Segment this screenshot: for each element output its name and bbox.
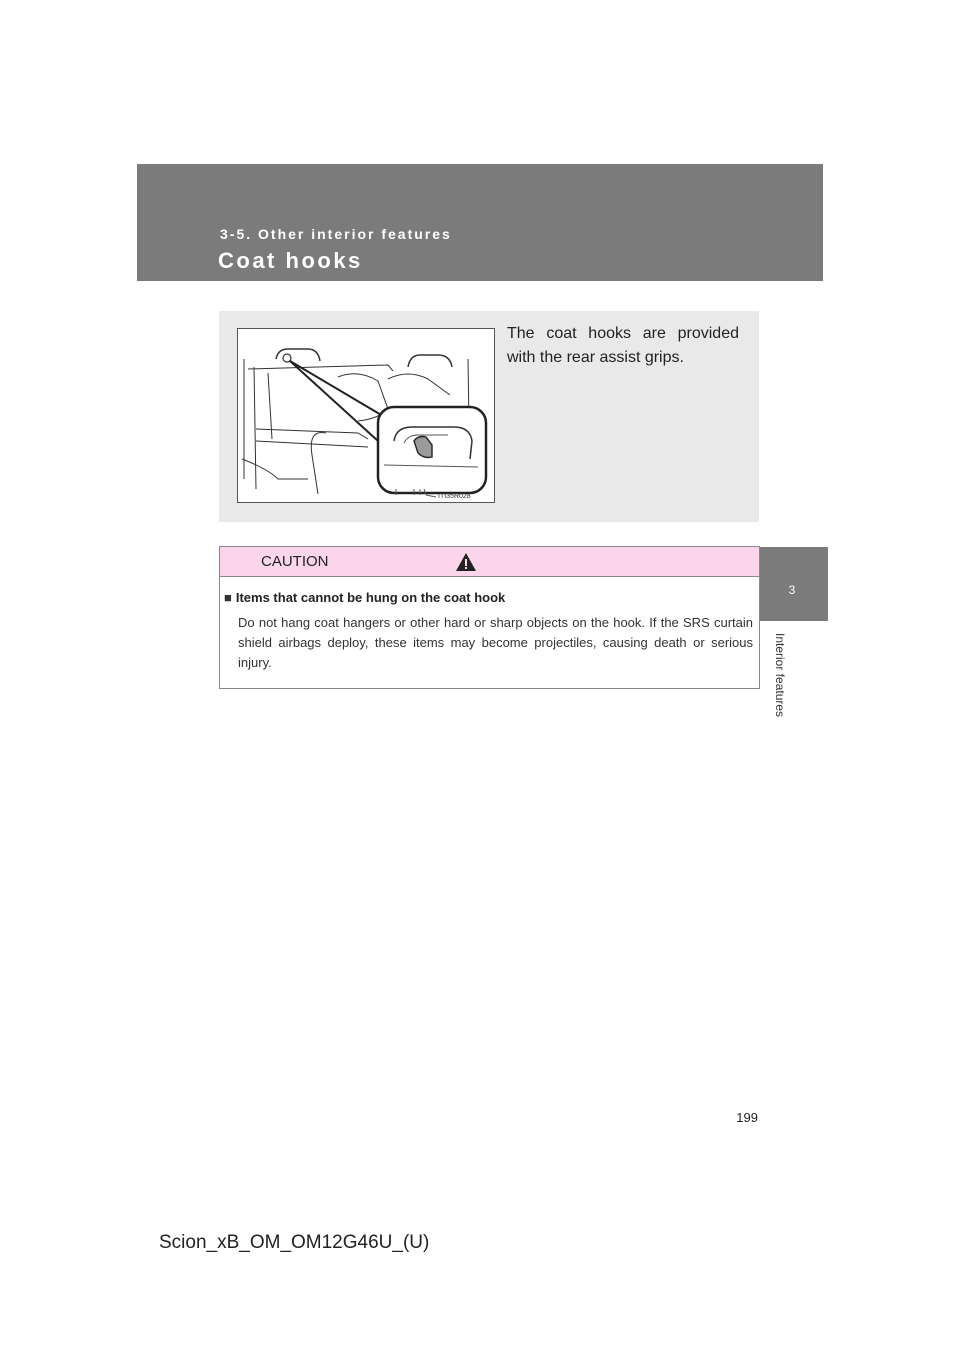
coat-hook-drawing	[238, 329, 494, 502]
square-bullet-icon: ■	[224, 590, 232, 605]
warning-icon	[455, 552, 477, 572]
section-label: 3-5. Other interior features	[220, 226, 452, 242]
caution-label: CAUTION	[261, 553, 329, 570]
document-code: Scion_xB_OM_OM12G46U_(U)	[159, 1232, 430, 1253]
caution-item-title-text: Items that cannot be hung on the coat hook	[235, 590, 506, 605]
illustration-code: ITI35R028	[438, 493, 471, 500]
chapter-label: Interior features	[773, 633, 787, 718]
chapter-number: 3	[788, 583, 796, 597]
caution-header	[220, 547, 759, 577]
chapter-tab	[756, 547, 828, 621]
page-title: Coat hooks	[218, 248, 363, 273]
caution-box	[219, 546, 760, 689]
coat-hook-illustration	[237, 328, 495, 503]
caution-item-body: Do not hang coat hangers or other hard or sharp objects on the hook. If the SRS curtain shield airbags deploy, these items may become projectiles, causing death or serious injury.	[238, 615, 753, 670]
intro-text: The coat hooks are provided with the rear assist grips.	[507, 325, 739, 366]
page-number: 199	[736, 1110, 758, 1125]
caution-item-title	[224, 590, 505, 605]
